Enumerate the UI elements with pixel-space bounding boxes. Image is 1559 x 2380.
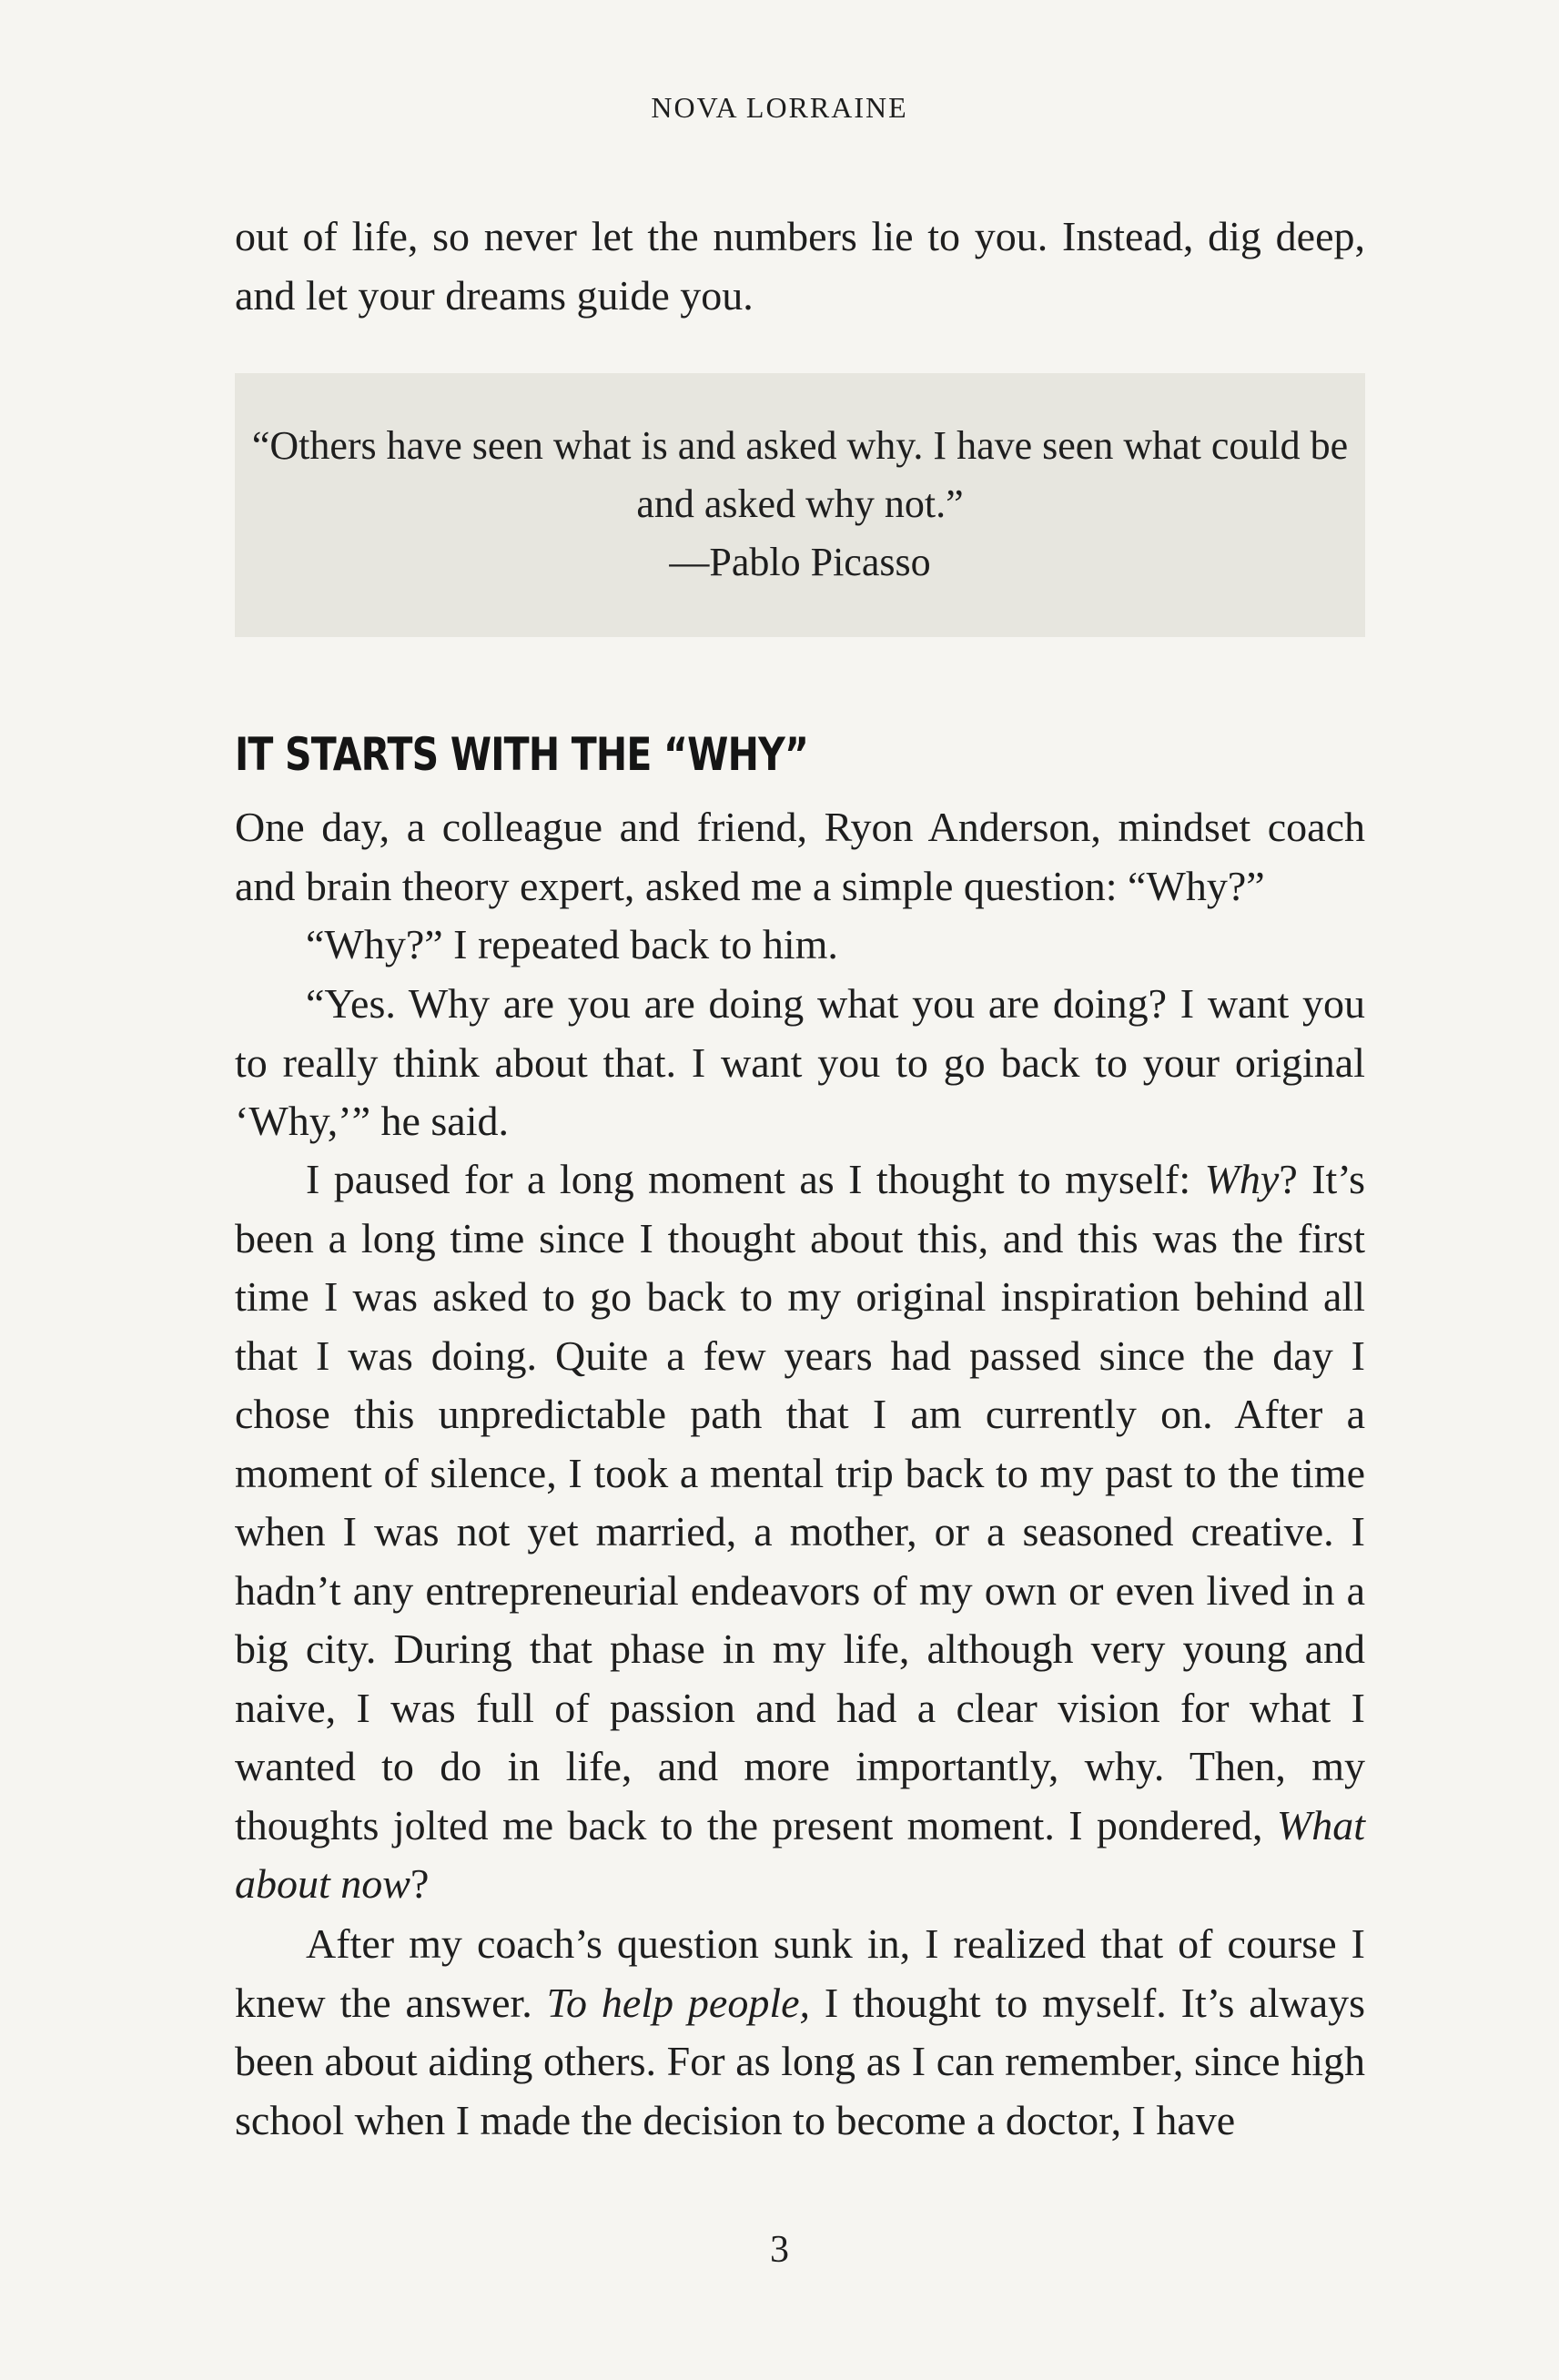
pull-quote-box bbox=[235, 373, 1365, 637]
section-heading: IT STARTS WITH THE “WHY” bbox=[235, 728, 809, 781]
p4-end: ? bbox=[410, 1860, 430, 1907]
body-paragraph-1: One day, a colleague and friend, Ryon Anderson, mindset coach and brain theory expert, asked me a simple question: “Why?” bbox=[235, 804, 1365, 909]
body-paragraph-3: “Yes. Why are you are doing what you are doing? I want you to really think about that. I want you to go back to your original ‘Why,’” he said. bbox=[235, 980, 1365, 1144]
running-head: NOVA LORRAINE bbox=[651, 91, 908, 124]
quote-text: “Others have seen what is and asked why. I have seen what could be and asked why not.” bbox=[251, 423, 1349, 526]
p5-italic: To help people, bbox=[546, 1979, 811, 2026]
quote-attribution: —Pablo Picasso bbox=[669, 540, 931, 584]
p4-start: I paused for a long moment as I thought to myself: bbox=[306, 1156, 1205, 1202]
p4-middle: ? It’s been a long time since I thought about this, and this was the first time I was asked to go back to my original inspiration behind all that I was doing. Quite a few years had passed since the day I chose this unpredictable path that I am currently on. After a moment of silence, I took a mental trip back to my past to the time when I was not yet married, a mother, or a seasoned creative. I hadn’t any entrepreneurial endeavors of my own or even lived in a big city. During that phase in my life, although very young and naive, I was full of passion and had a clear vision for what I wanted to do in life, and more importantly, why. Then, my thoughts jolted me back to the present moment. I pondered, bbox=[235, 1156, 1365, 1848]
opening-paragraph: out of life, so never let the numbers lie to you. Instead, dig deep, and let your dreams guide you. bbox=[235, 213, 1365, 319]
p4-italic-what-about-now: What about now bbox=[235, 1801, 1365, 1907]
page-number: 3 bbox=[770, 2229, 789, 2271]
body-paragraph-5 bbox=[235, 1915, 1365, 2150]
p5-start: After my coach’s question sunk in, I realized that of course I knew the answer. bbox=[235, 1920, 1365, 2026]
body-paragraph-2: “Why?” I repeated back to him. bbox=[306, 921, 838, 967]
body-paragraph-4 bbox=[235, 1150, 1365, 1914]
p5-end: I thought to myself. It’s always been about aiding others. For as long as I can remember, since high school when I made the decision to become a doctor, I have bbox=[235, 1979, 1366, 2143]
p4-italic-why: Why bbox=[1204, 1156, 1280, 1202]
